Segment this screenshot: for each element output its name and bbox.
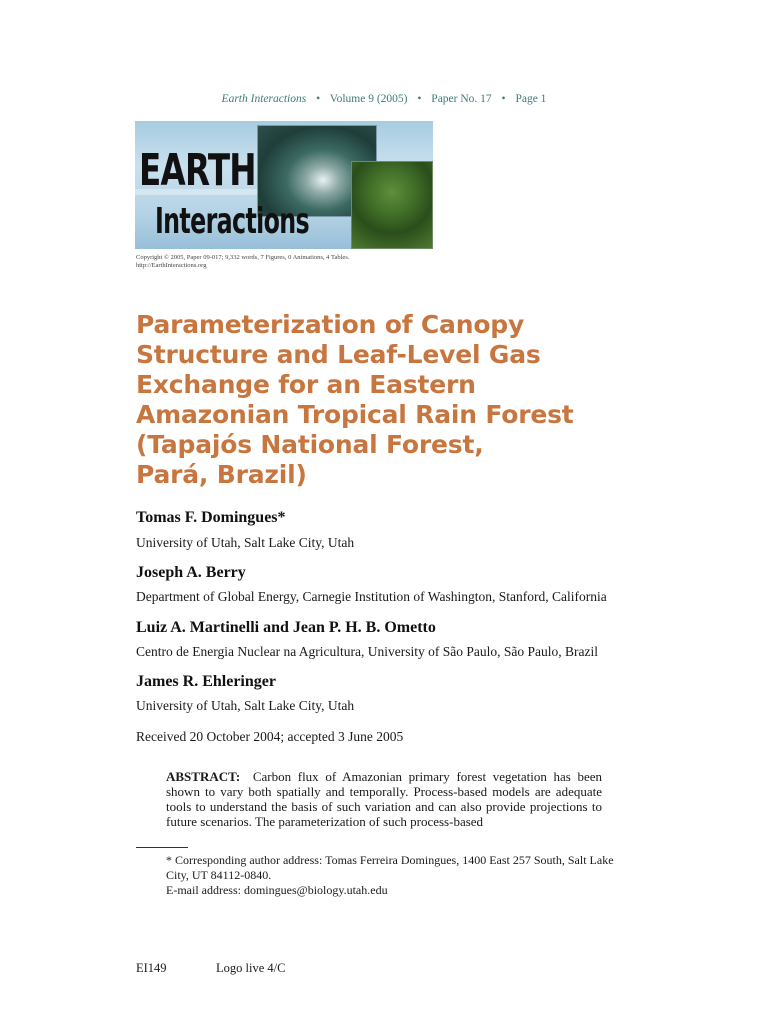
bullet-separator: • [501, 93, 506, 105]
bullet-separator: • [417, 93, 422, 105]
journal-name: Earth Interactions [221, 93, 307, 105]
abstract-label: ABSTRACT: [166, 769, 241, 784]
author-name: Luiz A. Martinelli and Jean P. H. B. Ometto [136, 619, 436, 636]
bullet-separator: • [316, 93, 321, 105]
copyright-line: Copyright © 2005, Paper 09-017; 9,332 words, 7 Figures, 0 Animations, 4 Tables. [136, 254, 350, 261]
production-note: Logo live 4/C [216, 961, 286, 975]
journal-logo [135, 121, 433, 249]
author-name: James R. Ehleringer [136, 673, 276, 690]
paper-number: Paper No. 17 [431, 93, 492, 105]
author-affiliation: University of Utah, Salt Lake City, Utah [136, 698, 355, 713]
abstract [166, 769, 602, 829]
logo-word-earth: EARTH [139, 145, 256, 196]
author-name: Tomas F. Domingues* [136, 509, 286, 526]
author-affiliation: Department of Global Energy, Carnegie Institution of Washington, Stanford, California [136, 589, 607, 604]
title-line: Structure and Leaf-Level Gas [136, 340, 541, 369]
author-affiliation: Centro de Energia Nuclear na Agricultura, University of São Paulo, São Paulo, Brazil [136, 644, 599, 659]
manuscript-id: EI149 [136, 961, 167, 975]
email-address: E-mail address: domingues@biology.utah.edu [166, 883, 388, 897]
logo-tree-image [351, 161, 433, 249]
corresponding-address [136, 853, 636, 883]
copyright-notice [136, 254, 436, 270]
abstract-text: Carbon flux of Amazonian primary forest vegetation has been shown to vary both spatially and temporally. Process-based models are adequate tools to understand the basis of such variation and can also provide projections to future scenarios. The parameterization of such process-based [166, 769, 603, 829]
journal-url: http://EarthInteractions.org [136, 262, 207, 269]
received-dates: Received 20 October 2004; accepted 3 June 2005 [136, 729, 404, 744]
volume-info: Volume 9 (2005) [329, 93, 408, 105]
title-line: Pará, Brazil) [136, 460, 307, 489]
title-line: (Tapajós National Forest, [136, 430, 484, 459]
paper-title [136, 310, 656, 490]
title-line: Exchange for an Eastern [136, 370, 476, 399]
page-number: Page 1 [515, 93, 547, 105]
footnote [136, 853, 636, 898]
footnote-divider [136, 847, 188, 848]
title-line: Amazonian Tropical Rain Forest [136, 400, 574, 429]
logo-word-interactions: Interactions [155, 201, 310, 242]
author-affiliation: University of Utah, Salt Lake City, Utah [136, 535, 355, 550]
author-name: Joseph A. Berry [136, 564, 246, 581]
title-line: Parameterization of Canopy [136, 310, 525, 339]
corresponding-address-text: * Corresponding author address: Tomas Ferreira Domingues, 1400 East 257 South, Salt Lake City, UT 84112-0840. [166, 853, 614, 882]
running-head [0, 93, 768, 105]
